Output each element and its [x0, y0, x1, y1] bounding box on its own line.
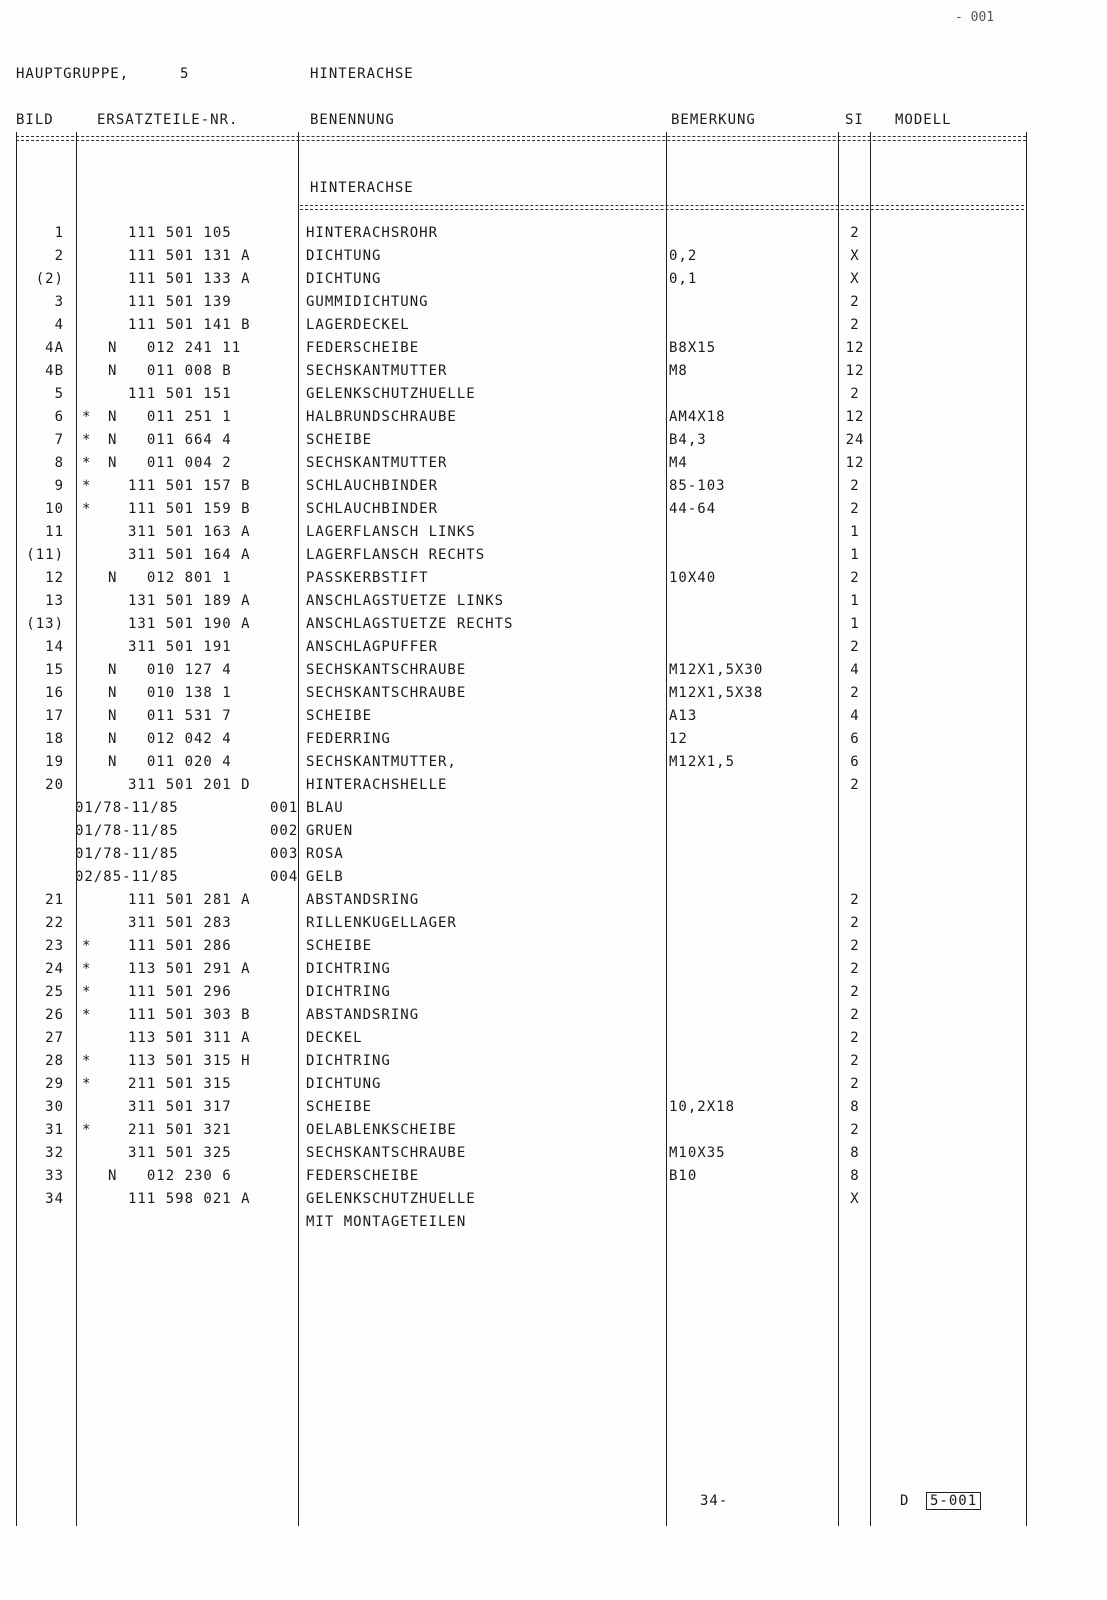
language-code: D — [900, 1493, 910, 1509]
row-si: 12 — [845, 455, 865, 471]
row-bild: 16 — [45, 685, 64, 701]
table-row — [0, 708, 1107, 731]
row-remark: 12 — [669, 731, 688, 747]
table-row — [0, 616, 1107, 639]
row-si: 8 — [850, 1145, 860, 1161]
row-remark: B8X15 — [669, 340, 717, 356]
row-bild: 12 — [45, 570, 64, 586]
row-si: 2 — [850, 961, 860, 977]
table-row — [0, 1168, 1107, 1191]
row-prefix: N — [108, 708, 118, 724]
row-bild: 4A — [45, 340, 64, 356]
row-bild: 1 — [54, 225, 64, 241]
table-row — [0, 984, 1107, 1007]
row-name: SECHSKANTSCHRAUBE — [306, 685, 467, 701]
row-si: 2 — [850, 570, 860, 586]
row-name: DICHTUNG — [306, 248, 382, 264]
row-bild: 33 — [45, 1168, 64, 1184]
group-title: HINTERACHSE — [310, 66, 414, 82]
row-name: DECKEL — [306, 1030, 363, 1046]
row-name: BLAU — [306, 800, 344, 816]
row-name: DICHTRING — [306, 961, 391, 977]
table-row — [0, 478, 1107, 501]
row-si: 8 — [850, 1168, 860, 1184]
row-si: X — [850, 271, 860, 287]
row-prefix: N — [108, 570, 118, 586]
table-row — [0, 501, 1107, 524]
group-label: HAUPTGRUPPE, — [16, 66, 130, 82]
row-part-number: 311 501 191 — [128, 639, 232, 655]
row-part-number: 012 042 4 — [128, 731, 232, 747]
row-si: 2 — [850, 1076, 860, 1092]
row-si: 2 — [850, 777, 860, 793]
row-si: 2 — [850, 1053, 860, 1069]
table-row — [0, 915, 1107, 938]
row-part-number: 111 501 286 — [128, 938, 232, 954]
row-bild: 2 — [54, 248, 64, 264]
row-name: HALBRUNDSCHRAUBE — [306, 409, 457, 425]
row-name: ANSCHLAGPUFFER — [306, 639, 439, 655]
row-bild: 27 — [45, 1030, 64, 1046]
row-name: SCHEIBE — [306, 708, 373, 724]
table-row — [0, 731, 1107, 754]
row-si: 2 — [850, 1030, 860, 1046]
table-row — [0, 938, 1107, 961]
row-color-code: 002 — [270, 823, 299, 839]
column-header-remark: BEMERKUNG — [671, 112, 756, 128]
row-prefix: N — [108, 662, 118, 678]
table-row — [0, 593, 1107, 616]
row-si: 2 — [850, 1122, 860, 1138]
row-name: FEDERSCHEIBE — [306, 340, 420, 356]
row-bild: 14 — [45, 639, 64, 655]
row-name: FEDERSCHEIBE — [306, 1168, 420, 1184]
row-remark: M8 — [669, 363, 688, 379]
row-mark: * — [82, 984, 92, 1000]
row-bild: 15 — [45, 662, 64, 678]
row-name: SECHSKANTSCHRAUBE — [306, 662, 467, 678]
row-part-number: 111 501 151 — [128, 386, 232, 402]
row-part-number: 010 127 4 — [128, 662, 232, 678]
page-number: 34- — [700, 1493, 729, 1509]
row-bild: 8 — [54, 455, 64, 471]
row-si: 2 — [850, 478, 860, 494]
table-row — [0, 547, 1107, 570]
section-rule — [300, 205, 1024, 206]
row-remark: 10X40 — [669, 570, 717, 586]
row-part-number: 311 501 163 A — [128, 524, 251, 540]
row-color-code: 001 — [270, 800, 299, 816]
row-si: 2 — [850, 317, 860, 333]
column-header-part-no: ERSATZTEILE-NR. — [97, 112, 239, 128]
table-row — [0, 386, 1107, 409]
row-part-number: 011 004 2 — [128, 455, 232, 471]
row-remark: M4 — [669, 455, 688, 471]
row-si: 2 — [850, 892, 860, 908]
row-part-number: 311 501 325 — [128, 1145, 232, 1161]
table-row — [0, 363, 1107, 386]
row-part-number: 111 501 105 — [128, 225, 232, 241]
row-bild: 22 — [45, 915, 64, 931]
row-si: 1 — [850, 616, 860, 632]
row-si: X — [850, 248, 860, 264]
row-name: DICHTRING — [306, 984, 391, 1000]
row-si: 2 — [850, 685, 860, 701]
row-name: SCHLAUCHBINDER — [306, 478, 439, 494]
row-part-number: 111 501 133 A — [128, 271, 251, 287]
row-bild: 5 — [54, 386, 64, 402]
row-mark: * — [82, 478, 92, 494]
row-si: X — [850, 1191, 860, 1207]
row-prefix: N — [108, 340, 118, 356]
row-name: FEDERRING — [306, 731, 391, 747]
row-name: SCHEIBE — [306, 1099, 373, 1115]
row-bild: 31 — [45, 1122, 64, 1138]
row-mark: * — [82, 1053, 92, 1069]
table-row — [0, 846, 1107, 869]
row-si: 6 — [850, 754, 860, 770]
row-bild: 28 — [45, 1053, 64, 1069]
row-mark: * — [82, 501, 92, 517]
row-part-number: 111 501 159 B — [128, 501, 251, 517]
row-mark: * — [82, 1007, 92, 1023]
row-si: 2 — [850, 294, 860, 310]
row-part-number: 311 501 164 A — [128, 547, 251, 563]
row-part-number: 111 501 141 B — [128, 317, 251, 333]
row-bild: 17 — [45, 708, 64, 724]
row-si: 2 — [850, 386, 860, 402]
row-si: 2 — [850, 984, 860, 1000]
row-name: SECHSKANTMUTTER, — [306, 754, 457, 770]
table-row — [0, 225, 1107, 248]
table-row — [0, 248, 1107, 271]
row-name: DICHTUNG — [306, 1076, 382, 1092]
row-bild: 4 — [54, 317, 64, 333]
row-name: SECHSKANTSCHRAUBE — [306, 1145, 467, 1161]
row-mark: * — [82, 938, 92, 954]
column-header-bild: BILD — [16, 112, 54, 128]
row-bild: 30 — [45, 1099, 64, 1115]
column-header-name: BENENNUNG — [310, 112, 395, 128]
row-date-range: 01/78-11/85 — [75, 823, 179, 839]
table-row — [0, 1076, 1107, 1099]
row-remark: M10X35 — [669, 1145, 726, 1161]
row-remark: AM4X18 — [669, 409, 726, 425]
row-prefix: N — [108, 685, 118, 701]
row-bild: (13) — [26, 616, 64, 632]
table-row — [0, 409, 1107, 432]
row-remark: 0,2 — [669, 248, 698, 264]
row-bild: 6 — [54, 409, 64, 425]
row-name: MIT MONTAGETEILEN — [306, 1214, 467, 1230]
row-bild: 23 — [45, 938, 64, 954]
row-date-range: 02/85-11/85 — [75, 869, 179, 885]
row-prefix: N — [108, 409, 118, 425]
row-bild: 34 — [45, 1191, 64, 1207]
row-part-number: 311 501 283 — [128, 915, 232, 931]
row-si: 2 — [850, 639, 860, 655]
row-name: SCHLAUCHBINDER — [306, 501, 439, 517]
table-row — [0, 1214, 1107, 1237]
row-name: OELABLENKSCHEIBE — [306, 1122, 457, 1138]
column-header-si: SI — [845, 112, 864, 128]
row-si: 24 — [845, 432, 865, 448]
row-name: DICHTRING — [306, 1053, 391, 1069]
row-remark: 0,1 — [669, 271, 698, 287]
row-bild: 3 — [54, 294, 64, 310]
row-prefix: N — [108, 363, 118, 379]
row-si: 4 — [850, 708, 860, 724]
row-remark: M12X1,5X38 — [669, 685, 764, 701]
row-part-number: 011 020 4 — [128, 754, 232, 770]
row-part-number: 311 501 201 D — [128, 777, 251, 793]
row-name: GELENKSCHUTZHUELLE — [306, 386, 476, 402]
page-reference — [926, 1493, 981, 1509]
table-row — [0, 271, 1107, 294]
row-part-number: 131 501 189 A — [128, 593, 251, 609]
row-date-range: 01/78-11/85 — [75, 800, 179, 816]
row-si: 4 — [850, 662, 860, 678]
row-mark: * — [82, 1076, 92, 1092]
row-part-number: 011 664 4 — [128, 432, 232, 448]
page-reference-box: 5-001 — [926, 1492, 981, 1510]
row-si: 1 — [850, 593, 860, 609]
row-part-number: 111 501 296 — [128, 984, 232, 1000]
table-row — [0, 317, 1107, 340]
row-name: SCHEIBE — [306, 432, 373, 448]
table-row — [0, 685, 1107, 708]
row-bild: 29 — [45, 1076, 64, 1092]
table-row — [0, 1030, 1107, 1053]
table-row — [0, 340, 1107, 363]
row-si: 8 — [850, 1099, 860, 1115]
row-prefix: N — [108, 432, 118, 448]
row-part-number: 113 501 311 A — [128, 1030, 251, 1046]
row-part-number: 111 501 139 — [128, 294, 232, 310]
row-bild: 20 — [45, 777, 64, 793]
row-part-number: 211 501 321 — [128, 1122, 232, 1138]
row-name: GUMMIDICHTUNG — [306, 294, 429, 310]
row-name: ANSCHLAGSTUETZE RECHTS — [306, 616, 514, 632]
row-part-number: 111 501 131 A — [128, 248, 251, 264]
row-bild: 13 — [45, 593, 64, 609]
row-remark: M12X1,5X30 — [669, 662, 764, 678]
row-remark: 85-103 — [669, 478, 726, 494]
section-title: HINTERACHSE — [310, 180, 414, 196]
row-date-range: 01/78-11/85 — [75, 846, 179, 862]
table-row — [0, 869, 1107, 892]
row-si: 1 — [850, 524, 860, 540]
table-row — [0, 1145, 1107, 1168]
row-si: 2 — [850, 938, 860, 954]
table-row — [0, 777, 1107, 800]
row-bild: 10 — [45, 501, 64, 517]
column-header-model: MODELL — [895, 112, 952, 128]
row-part-number: 010 138 1 — [128, 685, 232, 701]
row-si: 2 — [850, 501, 860, 517]
row-bild: (11) — [26, 547, 64, 563]
row-bild: 11 — [45, 524, 64, 540]
row-name: GRUEN — [306, 823, 354, 839]
table-row — [0, 294, 1107, 317]
row-bild: 18 — [45, 731, 64, 747]
row-name: LAGERDECKEL — [306, 317, 410, 333]
page-corner-mark: - 001 — [955, 10, 995, 25]
row-name: LAGERFLANSCH LINKS — [306, 524, 476, 540]
row-bild: 7 — [54, 432, 64, 448]
row-name: HINTERACHSROHR — [306, 225, 439, 241]
row-name: GELB — [306, 869, 344, 885]
row-part-number: 111 598 021 A — [128, 1191, 251, 1207]
table-row — [0, 570, 1107, 593]
table-row — [0, 1122, 1107, 1145]
row-bild: 26 — [45, 1007, 64, 1023]
table-row — [0, 662, 1107, 685]
row-part-number: 113 501 291 A — [128, 961, 251, 977]
row-bild: 21 — [45, 892, 64, 908]
row-prefix: N — [108, 731, 118, 747]
table-row — [0, 961, 1107, 984]
row-part-number: 011 251 1 — [128, 409, 232, 425]
table-row — [0, 432, 1107, 455]
row-name: ABSTANDSRING — [306, 892, 420, 908]
row-part-number: 111 501 157 B — [128, 478, 251, 494]
row-si: 12 — [845, 340, 865, 356]
row-bild: 19 — [45, 754, 64, 770]
row-name: LAGERFLANSCH RECHTS — [306, 547, 486, 563]
parts-table — [0, 225, 1107, 1237]
row-remark: B4,3 — [669, 432, 707, 448]
row-remark: 44-64 — [669, 501, 717, 517]
row-si: 2 — [850, 1007, 860, 1023]
row-name: HINTERACHSHELLE — [306, 777, 448, 793]
table-row — [0, 639, 1107, 662]
row-mark: * — [82, 961, 92, 977]
row-name: SECHSKANTMUTTER — [306, 363, 448, 379]
row-remark: 10,2X18 — [669, 1099, 736, 1115]
row-si: 12 — [845, 409, 865, 425]
row-name: ABSTANDSRING — [306, 1007, 420, 1023]
row-si: 1 — [850, 547, 860, 563]
table-row — [0, 1053, 1107, 1076]
row-bild: 32 — [45, 1145, 64, 1161]
row-prefix: N — [108, 455, 118, 471]
row-bild: 9 — [54, 478, 64, 494]
table-row — [0, 524, 1107, 547]
table-row — [0, 800, 1107, 823]
header-rule — [16, 136, 1026, 137]
row-name: GELENKSCHUTZHUELLE — [306, 1191, 476, 1207]
table-row — [0, 754, 1107, 777]
table-row — [0, 1007, 1107, 1030]
row-remark: A13 — [669, 708, 698, 724]
row-bild: 4B — [45, 363, 64, 379]
row-part-number: 131 501 190 A — [128, 616, 251, 632]
row-remark: B10 — [669, 1168, 698, 1184]
row-prefix: N — [108, 1168, 118, 1184]
row-remark: M12X1,5 — [669, 754, 736, 770]
row-part-number: 111 501 281 A — [128, 892, 251, 908]
row-part-number: 011 008 B — [128, 363, 232, 379]
table-row — [0, 1191, 1107, 1214]
row-name: DICHTUNG — [306, 271, 382, 287]
row-bild: 24 — [45, 961, 64, 977]
row-si: 6 — [850, 731, 860, 747]
row-mark: * — [82, 432, 92, 448]
row-mark: * — [82, 409, 92, 425]
row-name: ROSA — [306, 846, 344, 862]
row-part-number: 012 801 1 — [128, 570, 232, 586]
table-row — [0, 1099, 1107, 1122]
row-prefix: N — [108, 754, 118, 770]
row-si: 12 — [845, 363, 865, 379]
row-color-code: 003 — [270, 846, 299, 862]
table-row — [0, 455, 1107, 478]
row-name: SCHEIBE — [306, 938, 373, 954]
table-row — [0, 823, 1107, 846]
row-part-number: 012 241 11 — [128, 340, 242, 356]
row-color-code: 004 — [270, 869, 299, 885]
row-mark: * — [82, 1122, 92, 1138]
row-part-number: 111 501 303 B — [128, 1007, 251, 1023]
table-row — [0, 892, 1107, 915]
row-part-number: 113 501 315 H — [128, 1053, 251, 1069]
group-number: 5 — [180, 66, 190, 82]
row-part-number: 211 501 315 — [128, 1076, 232, 1092]
row-part-number: 012 230 6 — [128, 1168, 232, 1184]
row-bild: (2) — [35, 271, 64, 287]
row-name: RILLENKUGELLAGER — [306, 915, 457, 931]
row-name: ANSCHLAGSTUETZE LINKS — [306, 593, 505, 609]
row-name: SECHSKANTMUTTER — [306, 455, 448, 471]
row-si: 2 — [850, 915, 860, 931]
row-bild: 25 — [45, 984, 64, 1000]
row-part-number: 011 531 7 — [128, 708, 232, 724]
row-name: PASSKERBSTIFT — [306, 570, 429, 586]
row-part-number: 311 501 317 — [128, 1099, 232, 1115]
row-mark: * — [82, 455, 92, 471]
row-si: 2 — [850, 225, 860, 241]
